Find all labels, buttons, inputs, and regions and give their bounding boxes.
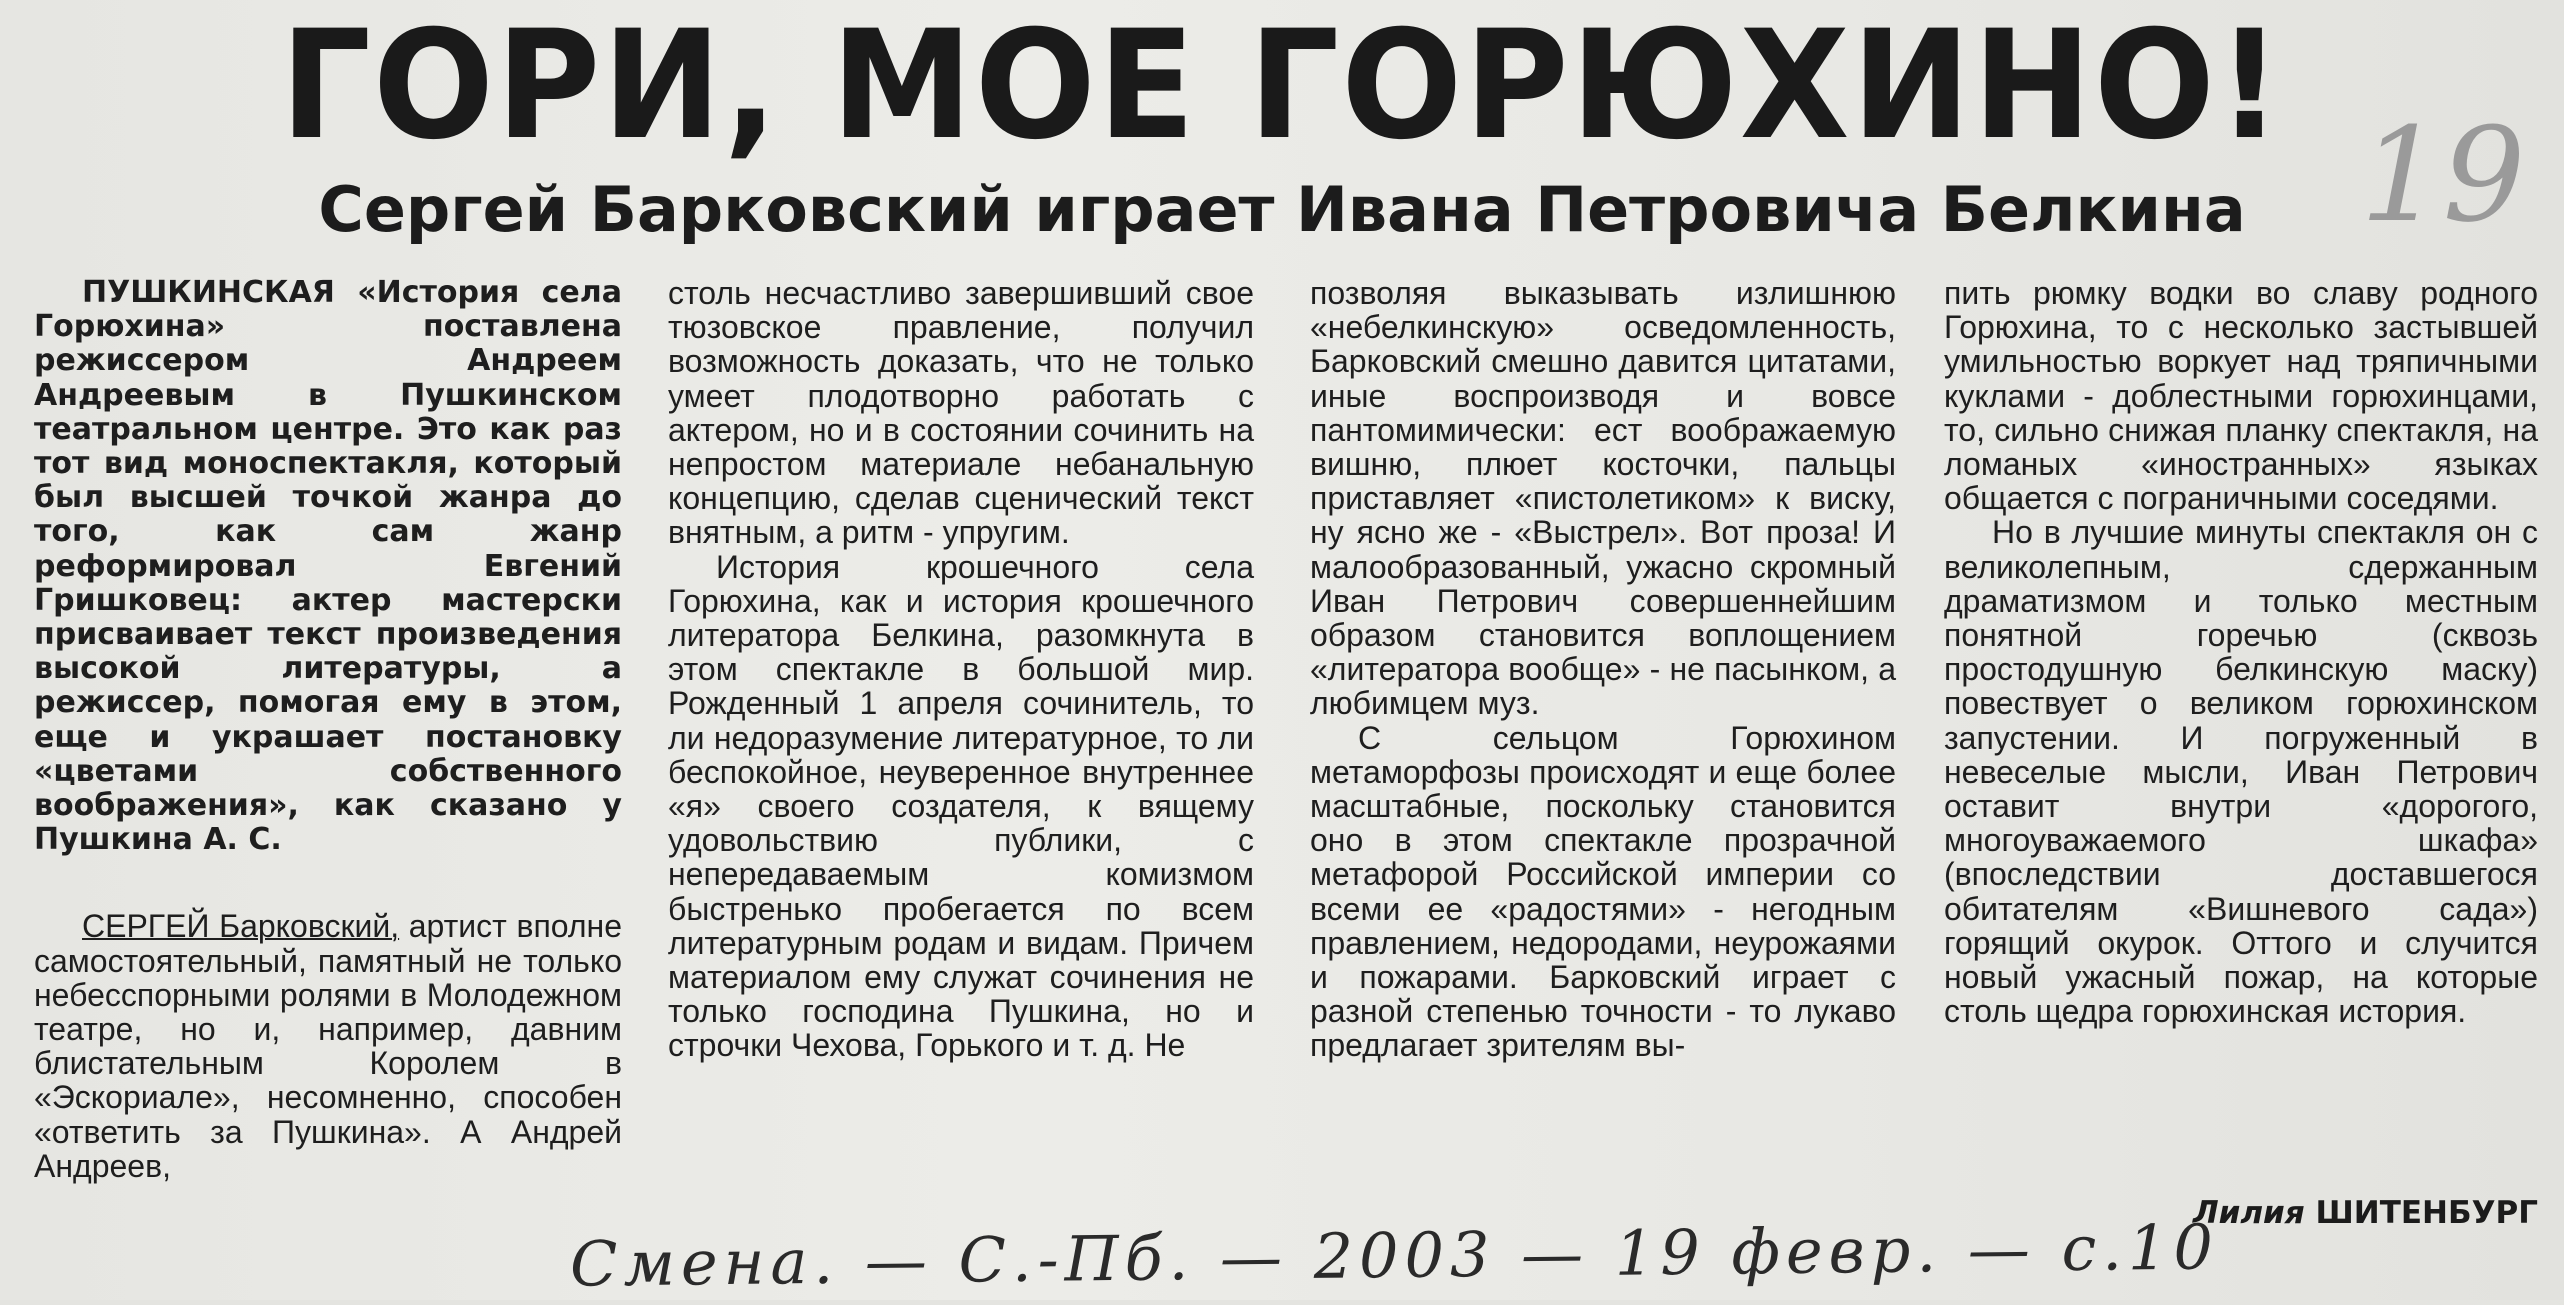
lead-head: ПУШКИНСКАЯ: [82, 275, 335, 310]
paragraph-text: артист вполне самостоятельный, памятный не только небесспорными ролями в Молодежном театре, но и, например, давним блистательным Королем в «Эскориале», несомненно, способен «ответить за Пушкина». А Андрей Андреев,: [34, 908, 623, 1184]
lead-paragraph: [34, 276, 622, 857]
author-first-name: Лилия: [2192, 1195, 2305, 1231]
author-last-name: ШИТЕНБУРГ: [2315, 1195, 2538, 1231]
body-paragraph: С сельцом Горюхином метаморфозы происходят и еще более масштабные, поскольку становится оно в этом спектакле прозрачной метафорой Российской империи со всеми ее «радостями» - негодным правлением, недородами, неурожаями и пожарами. Барковский играет с разной степенью точности - то лукаво предлагает зрителям вы-: [1310, 719, 1896, 1064]
body-paragraph: столь несчастливо завершивший свое тюзовское правление, получил возможность доказать, что не только умеет плодотворно работать с актером, но и в состоянии сочинить на непростом материале небанальную концепцию, сделав сценический текст внятным, а ритм - упругим.: [668, 275, 1254, 551]
body-paragraph: позволяя выказывать излишнюю «небелкинскую» осведомленность, Барковский смешно давится цитатами, иные воспроизводя и вовсе пантомимически: ест воображаемую вишню, плюет косточки, пальцы приставляет «пистолетиком» к виску, ну ясно же - «Выстрел». Вот проза! И малообразованный, ужасно скромный Иван Петрович совершеннейшим образом становится воплощением «литератора вообще» - не пасынком, а любимцем муз.: [1310, 275, 1896, 722]
body-paragraph: История крошечного села Горюхина, как и история крошечного литератора Белкина, разомкнута в этом спектакле в большой мир. Рожденный 1 апреля сочинитель, то ли недоразумение литературное, то ли беспокойное, неуверенное внутреннее «я» своего создателя, к вящему удовольствию публики, с непередаваемым комизмом быстренько пробегается по всем литературным родам и видам. Причем материалом ему служат сочинения не только господина Пушкина, но и строчки Чехова, Горького и т. д. Не: [668, 548, 1254, 1064]
subheadline: Сергей Барковский играет Ивана Петровича Белкина: [318, 173, 2246, 246]
article-column-2: [668, 276, 1254, 1063]
headline: ГОРИ, МОЕ ГОРЮХИНО!: [280, 0, 2284, 173]
pencil-mark-text: 19: [2360, 99, 2526, 251]
body-paragraph: [34, 909, 622, 1183]
paragraph-opening: СЕРГЕЙ Барковский,: [82, 908, 400, 945]
pencil-mark: [2350, 90, 2526, 251]
article-column-3: [1310, 276, 1896, 1063]
article-column-1: [34, 276, 622, 1183]
lead-text: «История села Горюхина» поставлена режиссером Андреем Андреевым в Пушкинском театральном центре. Это как раз тот вид моноспектакля, который был высшей точкой жанра до того, как сам жанр реформировал Евгений Гришковец: актер мастерски присваивает текст произведения высокой литературы, а режиссер, помогая ему в этом, еще и украшает постановку «цветами собственного воображения», как сказано у Пушкина А. С.: [34, 275, 622, 858]
body-paragraph: пить рюмку водки во славу родного Горюхина, то с несколько застывшей умильностью воркует над тряпичными куклами - доблестными горюхинцами, то, сильно снижая планку спектакля, на ломаных «иностранных» языках общается с пограничными соседями.: [1944, 275, 2538, 517]
handwritten-source-note: Смена. — С.-Пб. — 2003 — 19 февр. — с.10: [569, 1210, 2220, 1301]
article-column-4: [1944, 276, 2538, 1028]
body-paragraph: Но в лучшие минуты спектакля он с великолепным, сдержанным драматизмом и только местным понятной горечью (сквозь простодушную белкинскую маску) повествует о великом горюхинском запустении. И погруженный в невеселые мысли, Иван Петрович оставит внутри «дорогого, многоуважаемого шкафа» (впоследствии доставшегося обитателям «Вишневого сада») горящий окурок. Оттого и случится новый ужасный пожар, на которые столь щедра горюхинская история.: [1944, 514, 2538, 1030]
